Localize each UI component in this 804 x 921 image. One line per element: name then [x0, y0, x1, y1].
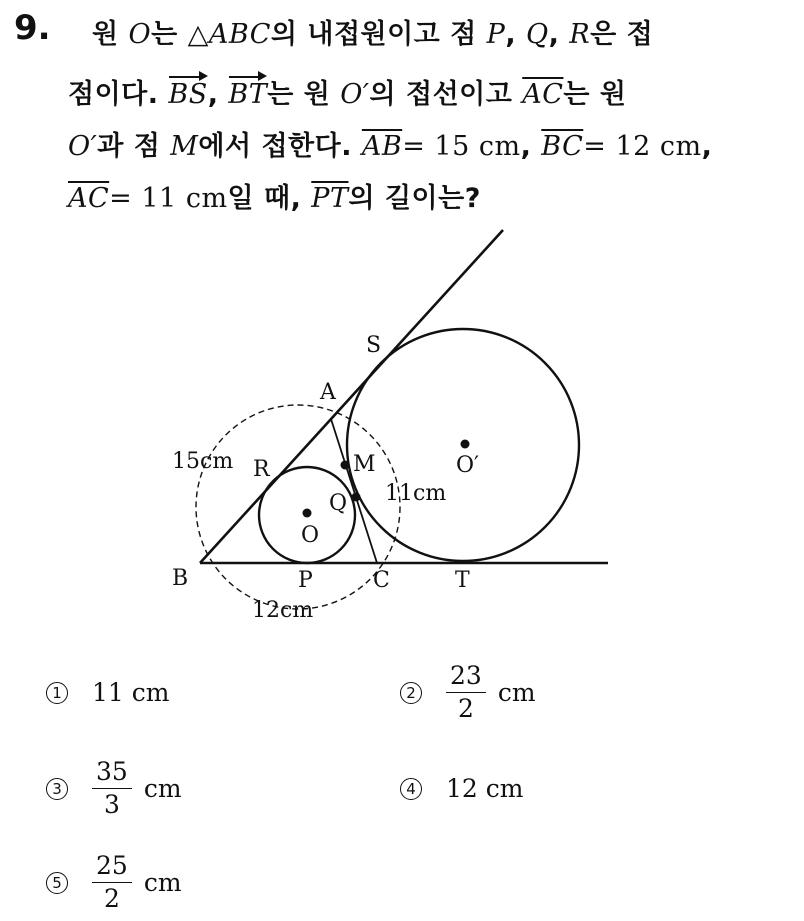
unit: cm — [143, 774, 182, 803]
value-AC: = 11 cm — [109, 183, 228, 214]
fraction — [92, 852, 132, 913]
option-1[interactable] — [46, 678, 169, 707]
math-O: O — [128, 19, 152, 50]
option-marker: 3 — [46, 778, 68, 800]
text: 점이다. — [68, 79, 169, 110]
label-M: M — [353, 452, 376, 477]
option-3[interactable] — [46, 758, 182, 819]
label-C: C — [373, 568, 390, 593]
option-marker: 4 — [400, 778, 422, 800]
point-M-dot — [341, 461, 350, 470]
option-text: 11 cm — [92, 678, 170, 707]
segment-PT: $\overline{PT}$ — [311, 183, 349, 214]
label-T: T — [455, 568, 470, 593]
question-number: 9. — [14, 8, 51, 48]
comma: , — [207, 79, 229, 110]
option-2[interactable] — [400, 662, 536, 723]
denominator: 3 — [103, 790, 120, 819]
value-AB: = 15 cm — [402, 131, 521, 162]
unit: cm — [143, 868, 182, 897]
vector-BT: BT — [228, 79, 268, 110]
segment-AB: $\overline{AB}$ — [361, 131, 403, 162]
denominator: 2 — [457, 694, 474, 723]
segment-AC: $\overline{AC}$ — [68, 183, 110, 214]
text: 은 접 — [590, 19, 654, 50]
option-marker: 5 — [46, 872, 68, 894]
label-O-prime: O′ — [456, 453, 480, 478]
value-BC: = 12 cm — [583, 131, 702, 162]
point-Q-dot — [352, 493, 361, 502]
triangle-symbol: △ — [187, 19, 209, 50]
text: 과 점 — [97, 131, 171, 162]
label-R: R — [253, 457, 270, 482]
option-text: 12 cm — [446, 774, 524, 803]
segment-AC: $\overline{AC}$ — [522, 79, 564, 110]
text: 일 때, — [227, 183, 312, 214]
math-Q: Q — [526, 19, 549, 50]
option-marker: 2 — [400, 682, 422, 704]
label-Q: Q — [329, 491, 348, 516]
length-AC: 11cm — [385, 481, 447, 506]
option-4[interactable] — [400, 774, 523, 803]
numerator: 25 — [92, 852, 132, 883]
math-P: P — [486, 19, 506, 50]
math-R: R — [569, 19, 591, 50]
text: 는 원 — [267, 79, 341, 110]
segment-BC: $\overline{BC}$ — [541, 131, 584, 162]
text: 의 내접원이고 점 — [270, 19, 487, 50]
option-marker: 1 — [46, 682, 68, 704]
center-O-prime-dot — [461, 440, 470, 449]
option-5[interactable] — [46, 852, 182, 913]
comma: , — [701, 131, 713, 162]
length-AB: 15cm — [172, 449, 234, 474]
text: 에서 접한다. — [198, 131, 362, 162]
text: 는 — [151, 19, 188, 50]
length-BC: 12cm — [252, 598, 314, 623]
unit: cm — [497, 678, 536, 707]
math-ABC: ABC — [208, 19, 271, 50]
fraction — [92, 758, 132, 819]
numerator: 35 — [92, 758, 132, 789]
fraction — [446, 662, 486, 723]
comma: , — [520, 131, 542, 162]
text: 원 — [92, 19, 129, 50]
label-S: S — [366, 333, 382, 358]
text: 는 원 — [563, 79, 627, 110]
vector-BS: BS — [168, 79, 208, 110]
math-O-prime: O′ — [68, 131, 98, 162]
label-A: A — [320, 380, 336, 405]
math-O-prime: O′ — [340, 79, 370, 110]
text: 의 접선이고 — [369, 79, 523, 110]
center-O-dot — [303, 509, 312, 518]
math-M: M — [170, 131, 199, 162]
numerator: 23 — [446, 662, 486, 693]
label-B: B — [172, 566, 189, 591]
comma: , — [548, 19, 570, 50]
tangent-line-BS — [200, 230, 503, 563]
comma: , — [505, 19, 526, 50]
label-O: O — [301, 523, 320, 548]
label-P: P — [298, 568, 313, 593]
text: 의 길이는? — [348, 183, 481, 214]
denominator: 2 — [103, 884, 120, 913]
